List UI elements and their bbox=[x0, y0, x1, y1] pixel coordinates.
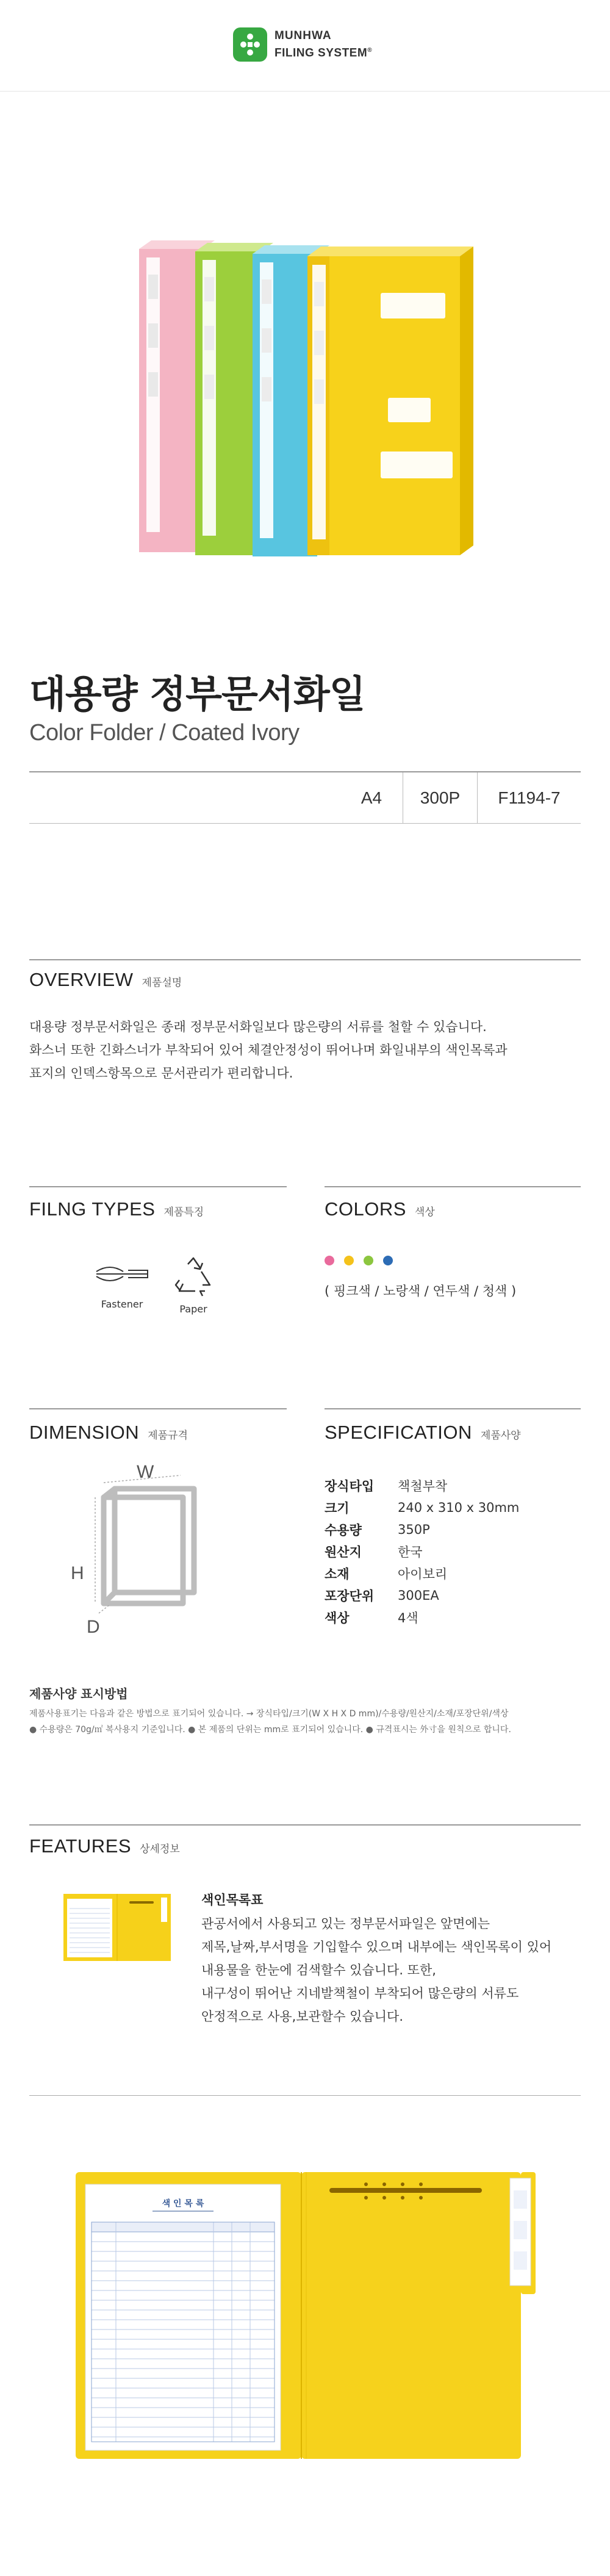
logo-line1: MUNHWA bbox=[274, 29, 332, 42]
spec-value: 아이보리 bbox=[398, 1567, 448, 1581]
overview-title-ko: 제품설명 bbox=[142, 977, 182, 988]
spec-row bbox=[325, 1497, 519, 1519]
dimension-diagram bbox=[61, 1464, 232, 1635]
feature-text bbox=[201, 1912, 580, 2028]
spec-row bbox=[325, 1563, 519, 1585]
feature-line: 제목,날짜,부서명을 기입할수 있으며 내부에는 색인목록이 있어 bbox=[201, 1940, 552, 1954]
overview-heading bbox=[29, 969, 182, 991]
filing-types-title-ko: 제품특징 bbox=[163, 1206, 204, 1218]
notice-title: 제품사양 표시방법 bbox=[29, 1686, 128, 1701]
feature-line: 관공서에서 사용되고 있는 정부문서파일은 앞면에는 bbox=[201, 1916, 490, 1931]
spec-row bbox=[325, 1606, 519, 1628]
filing-type-paper bbox=[166, 1256, 221, 1315]
spec-key: 소재 bbox=[325, 1567, 350, 1581]
specification-title-ko: 제품사양 bbox=[480, 1430, 521, 1441]
header bbox=[0, 0, 610, 92]
registered-mark: ® bbox=[367, 46, 373, 54]
feature-line: 안정적으로 사용,보관할수 있습니다. bbox=[201, 2009, 403, 2024]
feature-item-title: 색인목록표 bbox=[201, 1893, 264, 1907]
specification-heading bbox=[325, 1422, 521, 1444]
dimension-w-label: W bbox=[137, 1464, 154, 1482]
colors-title: COLORS bbox=[325, 1198, 406, 1220]
dimension-divider bbox=[29, 1408, 287, 1409]
recycle-icon bbox=[166, 1256, 221, 1298]
notice-line: 제품사용표기는 다음과 같은 방법으로 표기되어 있습니다. → 장식타입/크기(W X H X D mm)/수용량/원산지/소재/포장단위/색상 bbox=[29, 1709, 509, 1719]
spec-size: A4 bbox=[361, 788, 382, 807]
spec-capacity: 300P bbox=[403, 772, 477, 824]
specification-divider bbox=[325, 1408, 581, 1409]
features-title-ko: 상세정보 bbox=[140, 1843, 180, 1855]
logo-line2-text: FILING SYSTEM bbox=[274, 46, 368, 60]
colors-heading bbox=[325, 1198, 435, 1220]
specification-title: SPECIFICATION bbox=[325, 1422, 472, 1443]
spec-key: 포장단위 bbox=[325, 1589, 375, 1603]
filing-types-heading bbox=[29, 1198, 204, 1220]
filing-type-label: Paper bbox=[179, 1303, 207, 1315]
overview-title: OVERVIEW bbox=[29, 969, 134, 990]
brand-logo[interactable] bbox=[233, 27, 372, 62]
dimension-title-ko: 제품규격 bbox=[148, 1430, 188, 1441]
colors-title-ko: 색상 bbox=[414, 1206, 435, 1218]
color-swatches bbox=[325, 1256, 403, 1265]
spec-value: 350P bbox=[398, 1522, 430, 1537]
colors-divider bbox=[325, 1186, 581, 1187]
filing-type-label: Fastener bbox=[101, 1298, 143, 1310]
features-divider bbox=[29, 1824, 581, 1826]
spec-value: 240 x 310 x 30mm bbox=[398, 1500, 520, 1515]
spec-value: 300EA bbox=[398, 1588, 439, 1603]
spec-key: 장식타입 bbox=[325, 1479, 375, 1494]
dimension-heading bbox=[29, 1422, 188, 1444]
filing-types-divider bbox=[29, 1186, 287, 1187]
spec-key: 크기 bbox=[325, 1501, 350, 1516]
product-subtitle: Color Folder / Coated Ivory bbox=[29, 720, 300, 746]
overview-line: 대용량 정부문서화일은 종래 정부문서화일보다 많은량의 서류를 철할 수 있습니다. bbox=[29, 1020, 487, 1034]
logo-line2 bbox=[274, 43, 372, 60]
features-heading bbox=[29, 1835, 180, 1857]
spec-model-code: F1194-7 bbox=[477, 772, 581, 824]
dimension-d-label: D bbox=[87, 1617, 100, 1635]
spec-key: 수용량 bbox=[325, 1523, 362, 1538]
spec-value: 한국 bbox=[398, 1545, 423, 1560]
notice-line: ● 수용량은 70g/㎡ 복사용지 기준입니다. ● 본 제품의 단위는 mm로 표기되어 있습니다. ● 규격표시는 外寸을 원칙으로 합니다. bbox=[29, 1725, 511, 1735]
filing-type-fastener bbox=[92, 1259, 152, 1310]
swatch-pink[interactable] bbox=[325, 1256, 334, 1265]
logo-text bbox=[274, 29, 372, 60]
spec-value: 책철부착 bbox=[398, 1479, 448, 1494]
spec-row bbox=[325, 1519, 519, 1541]
swatch-green[interactable] bbox=[364, 1256, 373, 1265]
dimension-h-label: H bbox=[71, 1563, 84, 1583]
spec-key: 색상 bbox=[325, 1611, 350, 1625]
spec-key: 원산지 bbox=[325, 1545, 362, 1560]
features-title: FEATURES bbox=[29, 1835, 132, 1857]
specification-table bbox=[325, 1475, 519, 1628]
filing-types-title: FILNG TYPES bbox=[29, 1198, 156, 1220]
overview-line: 표지의 인덱스항목으로 문서관리가 편리합니다. bbox=[29, 1066, 293, 1081]
fastener-icon bbox=[92, 1259, 152, 1290]
spec-row bbox=[325, 1585, 519, 1606]
feature-line: 내구성이 뛰어난 지네발책철이 부착되어 많은량의 서류도 bbox=[201, 1986, 519, 2001]
swatch-blue[interactable] bbox=[383, 1256, 393, 1265]
overview-text bbox=[29, 1015, 578, 1085]
product-title: 대용량 정부문서화일 bbox=[29, 672, 365, 716]
bottom-divider bbox=[29, 2095, 581, 2096]
dimension-title: DIMENSION bbox=[29, 1422, 140, 1443]
overview-line: 화스너 또한 긴화스너가 부착되어 있어 체결안정성이 뛰어나며 화일내부의 색인목록과 bbox=[29, 1043, 508, 1057]
spec-summary-bar bbox=[29, 771, 581, 824]
feature-line: 내용물을 한눈에 검색할수 있습니다. 또한, bbox=[201, 1963, 436, 1977]
spec-row bbox=[325, 1541, 519, 1563]
swatch-yellow[interactable] bbox=[344, 1256, 354, 1265]
open-folder-image bbox=[73, 2166, 537, 2465]
feature-index-thumbnail bbox=[63, 1894, 171, 1961]
overview-divider bbox=[29, 959, 581, 960]
logo-mark-icon bbox=[233, 27, 267, 62]
index-sheet-heading: 색 인 목 록 bbox=[162, 2199, 204, 2209]
folders-illustration bbox=[0, 92, 610, 592]
spec-row bbox=[325, 1475, 519, 1497]
colors-text: ( 핑크색 / 노랑색 / 연두색 / 청색 ) bbox=[325, 1284, 517, 1298]
spec-value: 4색 bbox=[398, 1611, 418, 1625]
